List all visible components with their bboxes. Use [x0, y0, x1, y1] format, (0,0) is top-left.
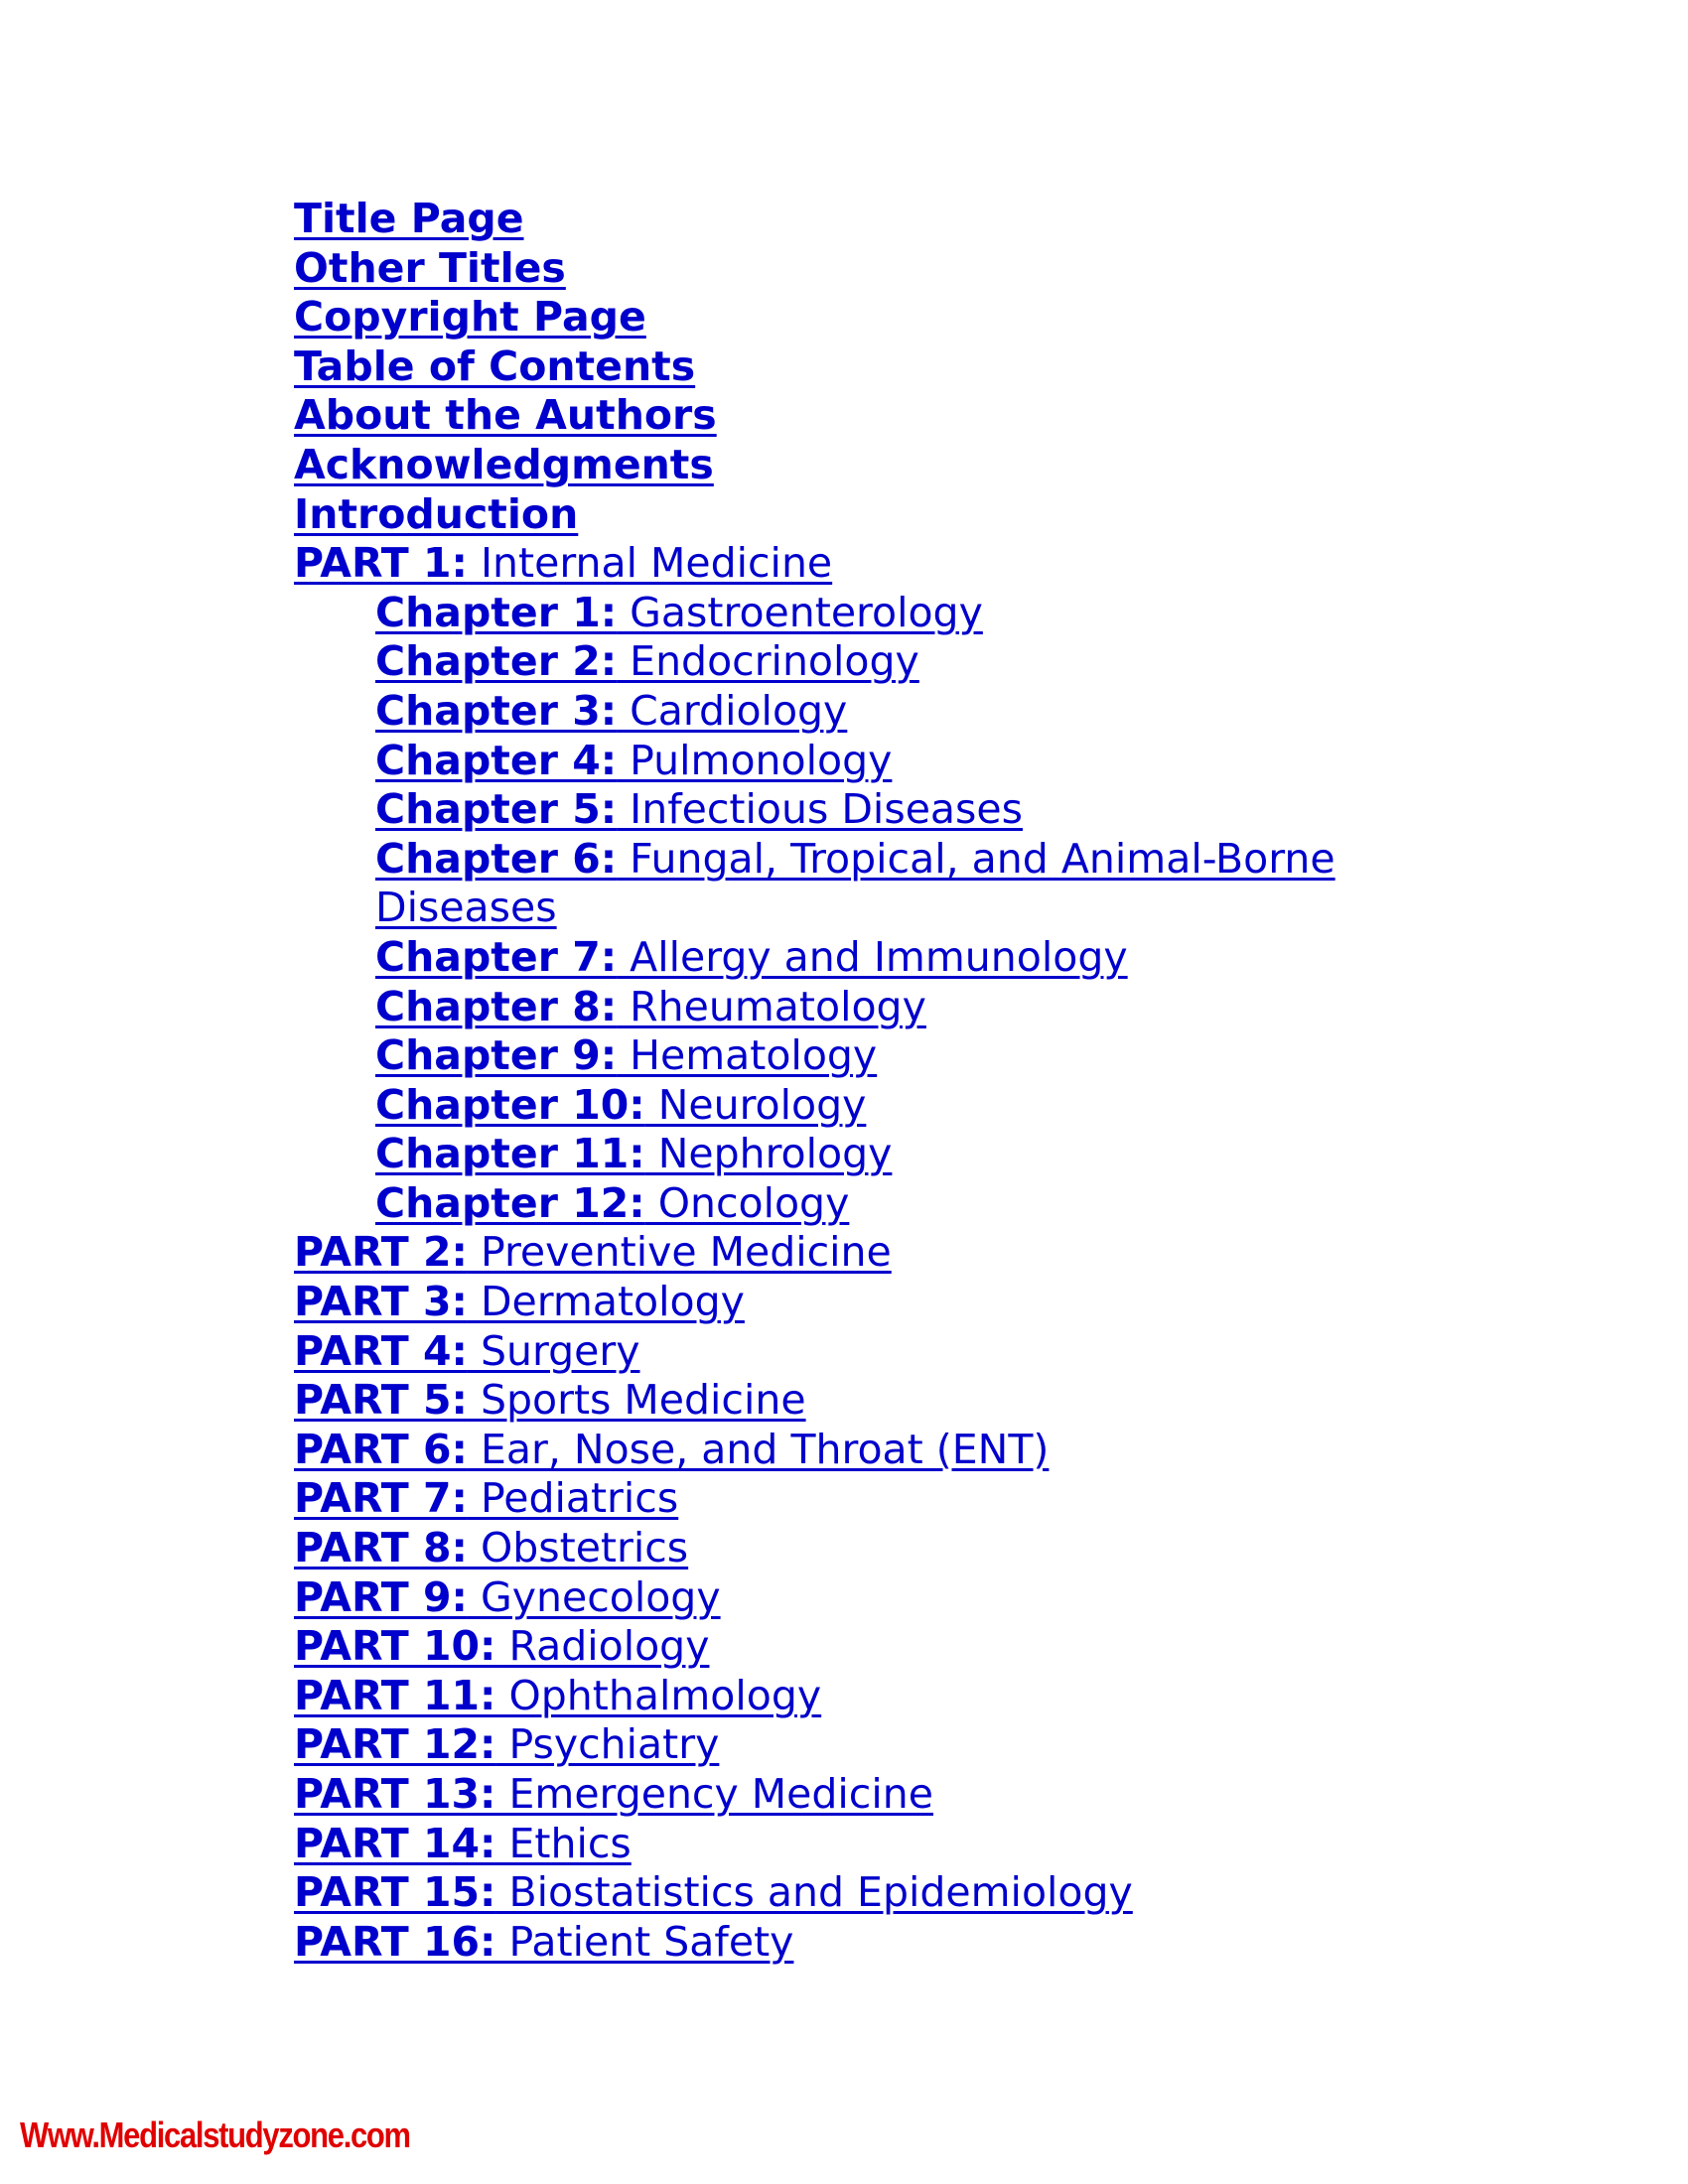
- part-title: Pediatrics: [467, 1474, 679, 1523]
- part-label: PART 5:: [294, 1376, 468, 1425]
- toc-link-table-of-contents[interactable]: Table of Contents: [294, 341, 696, 390]
- part-label: PART 9:: [294, 1572, 468, 1621]
- chapter-label: Chapter 4:: [375, 736, 618, 784]
- toc-link-introduction[interactable]: Introduction: [294, 489, 579, 538]
- toc-link-chapter-1[interactable]: [294, 589, 1485, 638]
- toc-link-part-9[interactable]: [294, 1573, 1485, 1623]
- toc-link-chapter-8[interactable]: [294, 983, 1485, 1032]
- toc-link-part-13[interactable]: [294, 1770, 1485, 1820]
- toc-link-part-4[interactable]: [294, 1327, 1485, 1377]
- part-label: PART 4:: [294, 1326, 468, 1375]
- part-label: PART 1:: [294, 539, 468, 588]
- chapter-title: Endocrinology: [617, 637, 919, 686]
- toc-link-title-page[interactable]: Title Page: [294, 195, 524, 242]
- toc-link-part-15[interactable]: [294, 1868, 1485, 1918]
- part-title: Surgery: [467, 1326, 640, 1375]
- toc-link-chapter-4[interactable]: [294, 737, 1485, 786]
- chapter-title: Rheumatology: [617, 982, 926, 1030]
- part-label: PART 3:: [294, 1278, 468, 1326]
- part-label: PART 16:: [294, 1917, 496, 1966]
- part-label: PART 15:: [294, 1868, 496, 1917]
- part-label: PART 7:: [294, 1474, 468, 1523]
- toc-link-other-titles[interactable]: Other Titles: [294, 243, 566, 292]
- part-label: PART 2:: [294, 1228, 468, 1277]
- toc-link-part-8[interactable]: [294, 1524, 1485, 1573]
- toc-link-copyright-page[interactable]: Copyright Page: [294, 293, 646, 341]
- toc-link-chapter-3[interactable]: [294, 687, 1485, 737]
- toc-link-chapter-12[interactable]: [294, 1179, 1485, 1229]
- toc-link-part-16[interactable]: [294, 1918, 1485, 1968]
- chapter-label: Chapter 2:: [375, 637, 618, 686]
- chapter-label: Chapter 6:: [375, 834, 618, 883]
- toc-link-part-14[interactable]: [294, 1820, 1485, 1869]
- chapter-title: Nephrology: [644, 1130, 893, 1178]
- chapter-label: Chapter 8:: [375, 982, 618, 1030]
- part-label: PART 11:: [294, 1671, 496, 1719]
- toc-link-chapter-6[interactable]: [294, 835, 1388, 933]
- toc-link-about-the-authors[interactable]: About the Authors: [294, 391, 717, 440]
- part-title: Emergency Medicine: [495, 1770, 933, 1818]
- toc-link-part-10[interactable]: [294, 1622, 1485, 1672]
- chapter-label: Chapter 11:: [375, 1130, 645, 1178]
- part-title: Preventive Medicine: [467, 1228, 892, 1277]
- toc-link-part-1[interactable]: [294, 539, 1485, 589]
- toc-link-part-2[interactable]: [294, 1228, 1485, 1278]
- part-title: Dermatology: [467, 1278, 745, 1326]
- toc-link-chapter-11[interactable]: [294, 1130, 1485, 1179]
- toc-link-part-3[interactable]: [294, 1278, 1485, 1327]
- chapter-title: Cardiology: [617, 686, 848, 735]
- toc-link-chapter-10[interactable]: [294, 1081, 1485, 1131]
- part-label: PART 8:: [294, 1524, 468, 1572]
- chapter-title: Gastroenterology: [617, 588, 983, 636]
- part-title: Radiology: [495, 1622, 710, 1671]
- chapter-label: Chapter 7:: [375, 932, 618, 981]
- toc-link-part-11[interactable]: [294, 1672, 1485, 1721]
- part-label: PART 13:: [294, 1770, 496, 1818]
- part-title: Ophthalmology: [495, 1671, 822, 1719]
- toc-link-part-5[interactable]: [294, 1376, 1485, 1426]
- toc-link-part-6[interactable]: [294, 1426, 1485, 1475]
- toc-link-part-12[interactable]: [294, 1720, 1485, 1770]
- toc-link-part-7[interactable]: [294, 1474, 1485, 1524]
- chapter-label: Chapter 1:: [375, 588, 618, 636]
- part-label: PART 14:: [294, 1819, 496, 1867]
- part-title: Ethics: [495, 1819, 632, 1867]
- part-title: Patient Safety: [495, 1917, 794, 1966]
- chapter-title: Oncology: [644, 1178, 850, 1227]
- toc-link-acknowledgments[interactable]: Acknowledgments: [294, 440, 714, 488]
- part-title: Sports Medicine: [467, 1376, 806, 1425]
- chapter-label: Chapter 9:: [375, 1031, 618, 1080]
- chapter-label: Chapter 5:: [375, 785, 618, 834]
- chapter-title: Allergy and Immunology: [617, 932, 1128, 981]
- part-label: PART 12:: [294, 1720, 496, 1769]
- part-title: Obstetrics: [467, 1524, 689, 1572]
- part-label: PART 6:: [294, 1425, 468, 1473]
- part-title: Ear, Nose, and Throat (ENT): [467, 1425, 1050, 1473]
- toc-link-chapter-2[interactable]: [294, 637, 1485, 687]
- website-watermark: Www.Medicalstudyzone.com: [20, 2115, 410, 2155]
- chapter-label: Chapter 3:: [375, 686, 618, 735]
- part-title: Internal Medicine: [467, 539, 833, 588]
- chapter-title: Infectious Diseases: [617, 785, 1023, 834]
- part-title: Psychiatry: [495, 1720, 720, 1769]
- chapter-title: Pulmonology: [617, 736, 893, 784]
- chapter-title: Fungal, Tropical, and Animal-Borne Diseases: [375, 834, 1336, 932]
- toc-link-chapter-5[interactable]: [294, 785, 1485, 835]
- toc-link-chapter-9[interactable]: [294, 1031, 1485, 1081]
- chapter-label: Chapter 12:: [375, 1178, 645, 1227]
- part-label: PART 10:: [294, 1622, 496, 1671]
- chapter-title: Hematology: [617, 1031, 878, 1080]
- toc-link-chapter-7[interactable]: [294, 933, 1485, 983]
- chapter-title: Neurology: [644, 1080, 867, 1129]
- table-of-contents: [294, 195, 1485, 1967]
- part-title: Gynecology: [467, 1572, 721, 1621]
- part-title: Biostatistics and Epidemiology: [495, 1868, 1133, 1917]
- chapter-label: Chapter 10:: [375, 1080, 645, 1129]
